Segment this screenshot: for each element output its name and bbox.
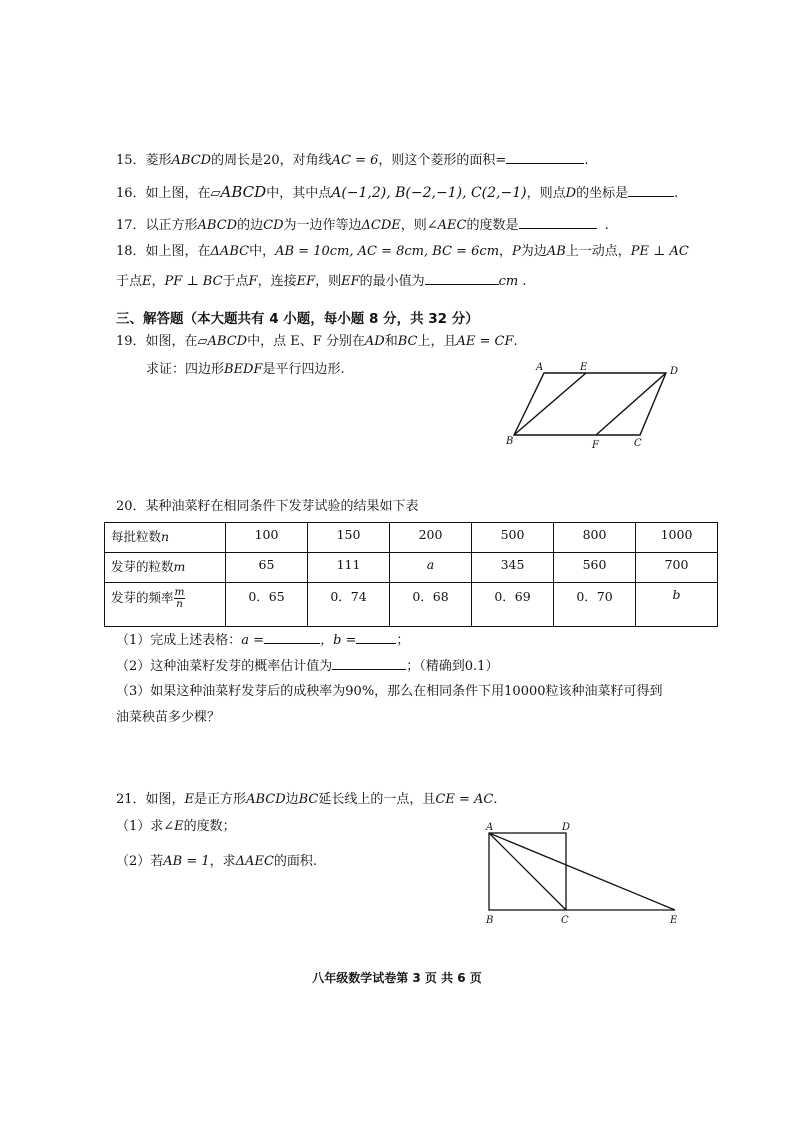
parallelogram-symbol-icon: ▱ — [197, 334, 208, 349]
answer-blank-18[interactable] — [425, 271, 499, 285]
cell: 0．69 — [472, 583, 554, 627]
answer-blank-15[interactable] — [506, 150, 584, 164]
cell: 0．68 — [390, 583, 472, 627]
square-extension-figure — [480, 820, 690, 930]
row-header-n: 每批粒数n — [105, 523, 226, 553]
germination-table — [104, 522, 718, 627]
cell: 0．65 — [226, 583, 308, 627]
cell: 1000 — [636, 523, 718, 553]
row-header-m: 发芽的粒数m — [105, 553, 226, 583]
answer-blank-b[interactable] — [356, 630, 396, 644]
cell: 150 — [308, 523, 390, 553]
question-21-part-1: （1）求∠E的度数； — [116, 819, 236, 834]
label-A: A — [486, 822, 494, 833]
question-20-intro: 20．某种油菜籽在相同条件下发芽试验的结果如下表 — [116, 499, 419, 514]
cell: 100 — [226, 523, 308, 553]
answer-blank-17[interactable] — [519, 215, 597, 229]
cell: 560 — [554, 553, 636, 583]
answer-blank-probability[interactable] — [332, 656, 406, 670]
label-E: E — [670, 915, 678, 926]
parallelogram-symbol-icon: ▱ — [210, 186, 221, 201]
cell: b — [636, 583, 718, 627]
table-row — [105, 553, 718, 583]
question-21-part-2: （2）若AB = 1，求ΔAEC的面积. — [116, 854, 318, 869]
row-header-frequency: 发芽的频率 $\frac{m}{n}$ — [105, 583, 226, 627]
label-B: B — [486, 915, 494, 926]
label-D: D — [670, 366, 679, 377]
answer-blank-16[interactable] — [628, 183, 674, 197]
cell: 200 — [390, 523, 472, 553]
question-18-line-1: 18．如上图，在ΔABC中，AB = 10cm, AC = 8cm, BC = 6cm，P为边AB上一动点，PE ⊥ AC — [116, 244, 689, 259]
cell: 0．70 — [554, 583, 636, 627]
cell: 700 — [636, 553, 718, 583]
cell: 0．74 — [308, 583, 390, 627]
cell: 500 — [472, 523, 554, 553]
question-20-part-1: （1）完成上述表格：a = ，b = ； — [116, 630, 409, 650]
table-row — [105, 583, 718, 627]
label-B: B — [506, 436, 514, 447]
answer-blank-a[interactable] — [264, 630, 320, 644]
question-18-line-2: 于点E，PF ⊥ BC于点F，连接EF，则EF的最小值为 cm . — [116, 271, 527, 291]
question-17: 17．以正方形ABCD的边CD为一边作等边ΔCDE，则∠AEC的度数是 . — [116, 215, 609, 235]
section-3-heading: 三、解答题（本大题共有 4 小题，每小题 8 分，共 32 分） — [116, 311, 479, 327]
table-row — [105, 523, 718, 553]
fraction-m-over-n: $\frac{m}{n}$ — [174, 586, 185, 610]
question-16: 16．如上图，在▱ABCD中，其中点A(−1,2), B(−2,−1), C(2,−1)，则点D的坐标是 . — [116, 183, 679, 201]
label-C: C — [634, 438, 642, 449]
parallelogram-figure — [500, 360, 700, 455]
question-19-line-1: 19．如图，在▱ABCD中，点 E、F 分别在AD和BC上，且AE = CF. — [116, 334, 518, 349]
label-C: C — [561, 915, 569, 926]
question-20-part-2: （2）这种油菜籽发芽的概率估计值为 ；（精确到0.1） — [116, 656, 498, 676]
question-20-part-3-line-1: （3）如果这种油菜籽发芽后的成秧率为90%，那么在相同条件下用10000粒该种油菜籽可得到 — [116, 684, 663, 699]
cell: 800 — [554, 523, 636, 553]
label-E: E — [580, 362, 588, 373]
cell: 111 — [308, 553, 390, 583]
question-21-line-1: 21．如图，E是正方形ABCD边BC延长线上的一点，且CE = AC. — [116, 792, 498, 807]
page-footer: 八年级数学试卷第 3 页 共 6 页 — [312, 971, 482, 985]
label-F: F — [592, 440, 599, 451]
cell: a — [390, 553, 472, 583]
cell: 345 — [472, 553, 554, 583]
question-20-part-3-line-2: 油菜秧苗多少棵？ — [116, 710, 221, 725]
cell: 65 — [226, 553, 308, 583]
question-15: 15．菱形ABCD的周长是20，对角线AC = 6，则这个菱形的面积= . — [116, 150, 588, 170]
question-19-line-2: 求证：四边形BEDF是平行四边形. — [146, 362, 345, 377]
label-A: A — [536, 362, 544, 373]
label-D: D — [562, 822, 571, 833]
